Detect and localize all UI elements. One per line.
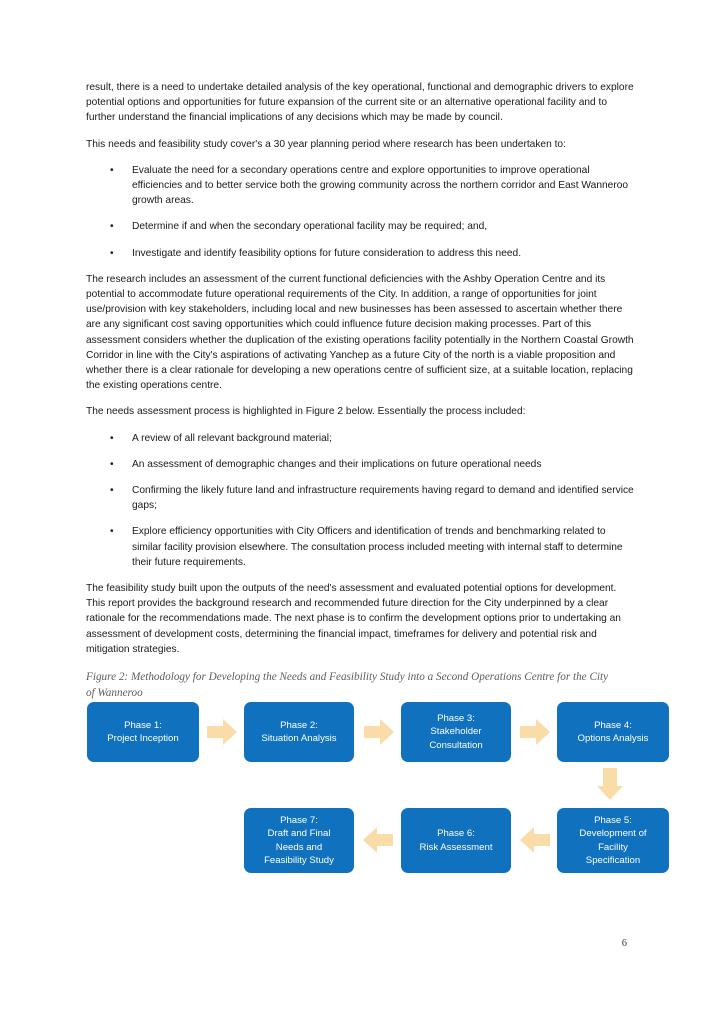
phase-box-7-line1: Phase 7: — [280, 815, 318, 827]
arrow-phase6-to-phase7-icon — [363, 827, 393, 853]
list-item — [86, 246, 634, 261]
phase-box-3-line3: Consultation — [429, 739, 483, 751]
bullet-glyph-icon: • — [110, 485, 114, 497]
list-item-text: Confirming the likely future land and infrastructure requirements having regard to demand and identified service gaps; — [132, 485, 634, 512]
phase-box-4-line2: Options Analysis — [577, 733, 649, 744]
phase-box-3-line2: Stakeholder — [430, 726, 482, 738]
list-item — [86, 524, 634, 570]
phase-box-4-line1: Phase 4: — [594, 719, 632, 731]
arrow-phase4-to-phase5-icon — [597, 768, 623, 800]
list-item-text: A review of all relevant background material; — [132, 432, 332, 444]
list-item-text: Evaluate the need for a secondary operations centre and explore opportunities to improve operational efficiencies and to better service both the growing community across the northern corridor and East Wanneroo growth areas. — [132, 164, 629, 207]
phase-box-7-line3: Needs and — [275, 841, 323, 853]
list-item-text: Explore efficiency opportunities with City Officers and identification of trends and benchmarking related to similar facility provision elsewhere. The consultation process included meeting with internal staff to determine their future requirements. — [132, 526, 623, 568]
list-item-text: Investigate and identify feasibility options for future consideration to address this need. — [132, 247, 522, 259]
arrow-phase3-to-phase4-icon — [520, 719, 550, 745]
list-item-text: An assessment of demographic changes and their implications on future operational needs — [132, 458, 542, 470]
phase-box-3-line1: Phase 3: — [437, 713, 475, 725]
paragraph-feasibility-outcome: The feasibility study built upon the outputs of the need's assessment and evaluated potential options for development. This report provides the background research and recommended future direction for the City underpinned by a clear rationale for the recommendations made. The next phase is to confirm the development options prior to undertaking an assessment of development costs, determining the financial impact, timeframes for delivery and potential risk and mitigation strategies. — [86, 583, 621, 655]
phase-box-1 — [87, 702, 199, 762]
bullet-list-process-steps — [86, 431, 634, 570]
bullet-glyph-icon: • — [110, 164, 114, 176]
phase-box-5-line1: Phase 5: — [594, 815, 632, 827]
phase-box-2 — [244, 702, 354, 762]
methodology-flow-diagram — [0, 696, 706, 886]
list-item — [86, 483, 634, 513]
bullet-glyph-icon: • — [110, 247, 114, 259]
phase-box-4 — [557, 702, 669, 762]
phase-box-6 — [401, 808, 511, 873]
phase-box-2-line1: Phase 2: — [280, 719, 318, 731]
phase-box-5-line4: Specification — [585, 854, 641, 866]
phase-box-7-line4: Feasibility Study — [264, 854, 334, 866]
bullet-glyph-icon: • — [110, 458, 114, 470]
phase-box-2-line2: Situation Analysis — [261, 733, 337, 744]
page-content — [86, 80, 634, 701]
phase-box-7-line2: Draft and Final — [267, 828, 331, 840]
paragraph-study-period: This needs and feasibility study cover's a 30 year planning period where research has been undertaken to: — [86, 138, 566, 150]
bullet-glyph-icon: • — [110, 526, 114, 538]
phase-box-6-line2: Risk Assessment — [419, 841, 493, 853]
arrow-phase1-to-phase2-icon — [207, 719, 237, 745]
bullet-glyph-icon: • — [110, 432, 114, 444]
phase-box-5-line2: Development of — [579, 828, 647, 840]
phase-box-5-line3: Facility — [598, 841, 628, 853]
page-number: 6 — [621, 938, 627, 949]
figure-caption: Figure 2: Methodology for Developing the Needs and Feasibility Study into a Second Operations Centre for the City of Wanneroo — [86, 671, 609, 699]
arrow-phase2-to-phase3-icon — [364, 719, 394, 745]
bullet-list-research-aims — [86, 163, 634, 261]
arrow-phase5-to-phase6-icon — [520, 827, 550, 853]
phase-box-5 — [557, 808, 669, 873]
paragraph-research-scope: The research includes an assessment of the current functional deficiencies with the Ashby Operation Centre and its potential to accommodate future operational requirements of the City. In addition, a range of opportunities for joint use/provision with key stakeholders, including local and new businesses has been assessed to ascertain whether there are any significant cost saving opportunities which could influence future decision making processes. Part of this assessment considers whether the duplication of the existing operations facility potentially in the Northern Coastal Growth Corridor in line with the City's aspirations of activating Yanchep as a future City of the north is a viable proposition and whether there is a clear rationale for developing a new operations centre of sufficient size, at a suitable location, replacing the existing operations centre. — [86, 273, 634, 392]
phase-box-1-line1: Phase 1: — [124, 719, 162, 731]
list-item — [86, 163, 634, 209]
list-item — [86, 457, 634, 472]
paragraph-intro: result, there is a need to undertake detailed analysis of the key operational, functional and demographic drivers to explore potential options and opportunities for future expansion of the current site or an alternative operational facility and to further understand the financial implications of any decisions which may be made by council. — [86, 82, 634, 124]
paragraph-needs-process: The needs assessment process is highlighted in Figure 2 below. Essentially the process included: — [86, 406, 526, 418]
phase-box-6-line1: Phase 6: — [437, 828, 475, 840]
phase-box-3 — [401, 702, 511, 762]
list-item — [86, 219, 634, 234]
phase-box-7 — [244, 808, 354, 873]
list-item-text: Determine if and when the secondary operational facility may be required; and, — [132, 221, 488, 233]
list-item — [86, 431, 634, 446]
bullet-glyph-icon: • — [110, 221, 114, 233]
phase-box-1-line2: Project Inception — [107, 733, 179, 744]
